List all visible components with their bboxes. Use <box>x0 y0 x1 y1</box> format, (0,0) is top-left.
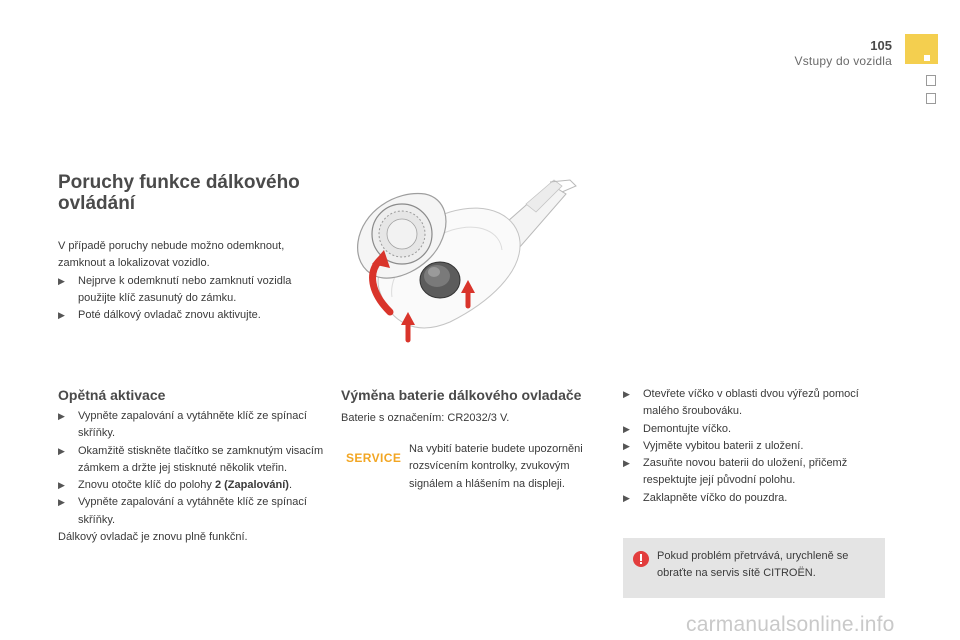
ignition-position: 2 (Zapalování) <box>214 479 289 492</box>
step-item <box>623 421 887 438</box>
page-number: 105 <box>870 38 892 53</box>
chapter-tab-active[interactable] <box>905 34 938 64</box>
step-item <box>623 455 887 490</box>
step-text: Vyjměte vybitou baterii z uložení. <box>643 439 804 452</box>
arrow-right-icon: ▶︎ <box>623 423 630 434</box>
step-item <box>623 490 887 507</box>
intro-bullet-text: Nejprve k odemknutí nebo zamknutí vozidla použijte klíč zasunutý do zámku. <box>78 274 292 304</box>
battery-steps <box>623 386 887 507</box>
arrow-right-icon: ▶︎ <box>623 389 630 399</box>
step-text: Zasuňte novou baterii do uložení, přičemž respektujte její původní polohu. <box>643 457 848 487</box>
watermark: carmanualsonline.info <box>686 613 895 636</box>
info-box <box>623 538 885 598</box>
section-name: Vstupy do vozidla <box>794 54 892 68</box>
arrow-right-icon: ▶︎ <box>58 445 65 456</box>
intro-bullet-text: Poté dálkový ovladač znovu aktivujte. <box>78 309 261 322</box>
step-text: Zaklapněte víčko do pouzdra. <box>643 491 788 504</box>
step-item <box>623 386 887 421</box>
step-text: Otevřete víčko v oblasti dvou výřezů pomocí malého šroubováku. <box>643 388 859 418</box>
arrow-right-icon: ▶︎ <box>58 310 65 321</box>
battery-heading: Výměna baterie dálkového ovladače <box>341 387 582 403</box>
reactivation-footer: Dálkový ovladač je znovu plně funkční. <box>58 531 248 544</box>
reactivation-bullet <box>58 408 324 443</box>
arrow-right-icon: ▶︎ <box>58 411 65 421</box>
service-badge: SERVICE <box>346 451 402 465</box>
reactivation-bullet <box>58 494 324 529</box>
reactivation-bullet <box>58 477 324 494</box>
intro-section <box>58 238 320 324</box>
arrow-right-icon: ▶︎ <box>623 492 630 503</box>
reactivation-heading: Opětná aktivace <box>58 387 166 403</box>
battery-type: Baterie s označením: CR2032/3 V. <box>341 412 510 424</box>
reactivation-bullet-text: Okamžitě stiskněte tlačítko se zamknutým visacím zámkem a držte jej stisknuté několik vteřin. <box>78 444 324 474</box>
page-title: Poruchy funkce dálkového ovládání <box>58 172 300 214</box>
step-item <box>623 438 887 455</box>
arrow-right-icon: ▶︎ <box>623 458 630 469</box>
intro-text: V případě poruchy nebude možno odemknout, zamknout a lokalizovat vozidlo. <box>58 240 285 270</box>
intro-bullet <box>58 307 320 324</box>
reactivation-section <box>58 408 324 546</box>
intro-bullet <box>58 273 320 308</box>
arrow-right-icon: ▶︎ <box>58 480 65 491</box>
battery-warning-text: Na vybití baterie budete upozorněni rozsvícením kontrolky, zvukovým signálem a hlášením na displeji. <box>409 443 583 490</box>
reactivation-bullet <box>58 443 324 478</box>
exclamation-warning-icon <box>633 551 649 567</box>
step-text: Demontujte víčko. <box>643 422 732 435</box>
info-text: Pokud problém přetrvává, urychleně se obraťte na servis sítě CITROËN. <box>657 550 849 579</box>
arrow-right-icon: ▶︎ <box>623 440 630 451</box>
chapter-tab-box-2[interactable] <box>926 93 936 104</box>
remote-key-illustration <box>340 172 600 350</box>
reactivation-bullet-text: Vypněte zapalování a vytáhněte klíč ze spínací skříňky. <box>78 496 307 526</box>
reactivation-bullet-text: Znovu otočte klíč do polohy <box>78 479 215 492</box>
arrow-right-icon: ▶︎ <box>58 497 65 508</box>
reactivation-bullet-text: Vypněte zapalování a vytáhněte klíč ze spínací skříňky. <box>78 410 307 440</box>
tab-marker-icon <box>924 55 930 61</box>
bullet-suffix: . <box>288 479 292 492</box>
chapter-tab-box-1[interactable] <box>926 75 936 86</box>
arrow-right-icon: ▶︎ <box>58 275 65 286</box>
